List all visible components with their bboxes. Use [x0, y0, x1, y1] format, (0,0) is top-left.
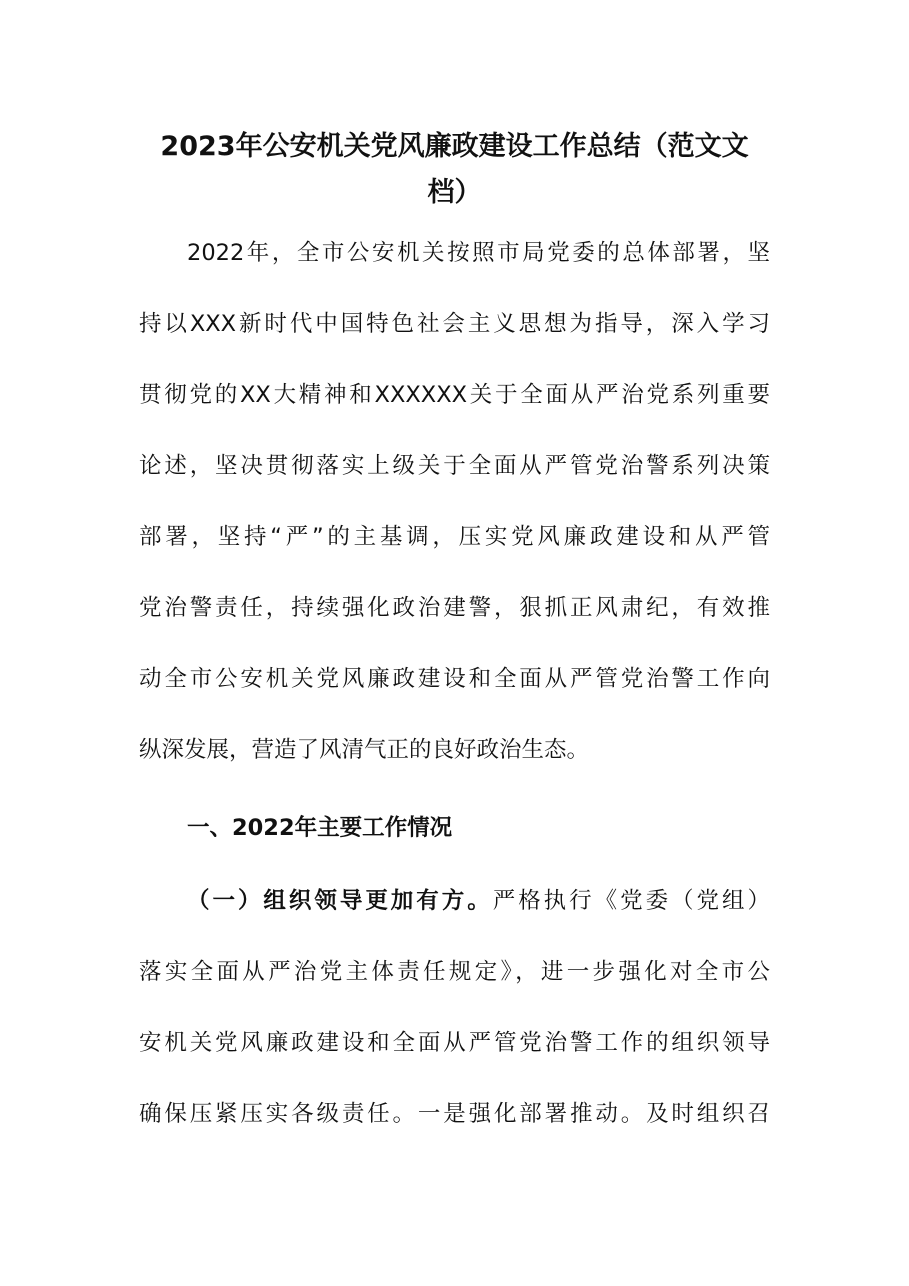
intro-paragraph-line-4: 论述，坚决贯彻落实上级关于全面从严管党治警系列决策: [139, 453, 770, 479]
section-heading: 一、2022年主要工作情况: [187, 815, 453, 841]
subsection-line-2: 落实全面从严治党主体责任规定》，进一步强化对全市公: [139, 959, 770, 985]
intro-paragraph-line-8: 纵深发展，营造了风清气正的良好政治生态。: [139, 737, 590, 763]
document-title-line-1: 2023年公安机关党风廉政建设工作总结（范文文: [160, 131, 749, 162]
intro-paragraph-line-5: 部署，坚持“严”的主基调，压实党风廉政建设和从严管: [139, 524, 770, 550]
intro-paragraph-line-6: 党治警责任，持续强化政治建警，狠抓正风肃纪，有效推: [139, 595, 770, 621]
subsection-line-1-text: 严格执行《党委（党组）: [492, 888, 770, 914]
intro-paragraph-line-1: 2022年，全市公安机关按照市局党委的总体部署，坚: [187, 240, 770, 266]
subsection-line-3: 安机关党风廉政建设和全面从严管党治警工作的组织领导: [139, 1030, 770, 1056]
intro-paragraph-line-7: 动全市公安机关党风廉政建设和全面从严管党治警工作向: [139, 666, 770, 692]
subsection-line-4: 确保压紧压实各级责任。一是强化部署推动。及时组织召: [139, 1101, 770, 1127]
subsection-line-1: [187, 884, 770, 918]
subsection-title: （一）组织领导更加有方。: [187, 888, 493, 914]
intro-paragraph-line-2: 持以XXX新时代中国特色社会主义思想为指导，深入学习: [139, 311, 770, 337]
document-title-line-2: 档）: [427, 177, 482, 208]
intro-paragraph-line-3: 贯彻党的XX大精神和XXXXXX关于全面从严治党系列重要: [139, 382, 770, 408]
